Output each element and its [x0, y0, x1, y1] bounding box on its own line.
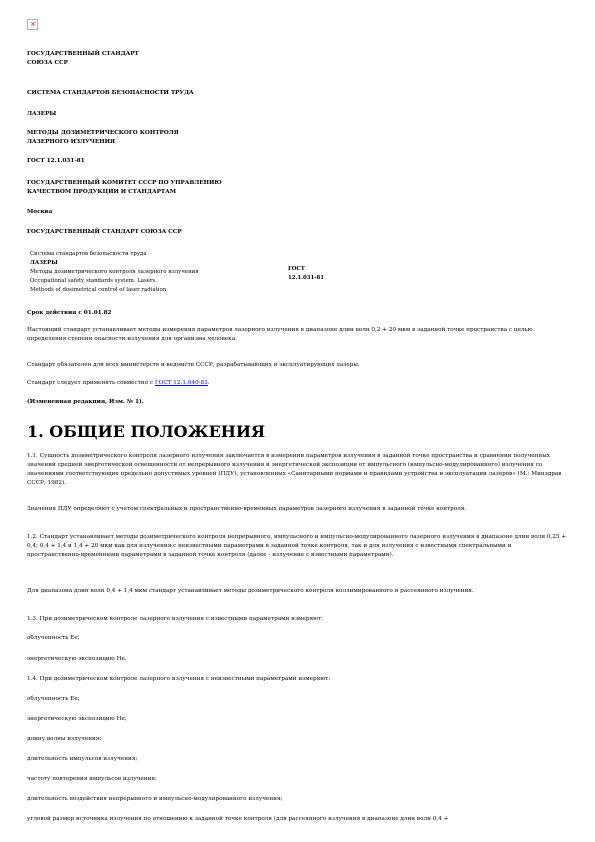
committee-line-1: ГОСУДАРСТВЕННЫЙ КОМИТЕТ СССР ПО УПРАВЛЕНИЮ	[27, 180, 222, 186]
broken-image-mark: ×	[30, 20, 36, 28]
table-left-line: Occupational safety standards system. Lasers.	[30, 278, 158, 284]
header-line-1: ГОСУДАРСТВЕННЫЙ СТАНДАРТ	[27, 51, 139, 57]
paragraph-1-1-pdu: Значения ПДУ определяют с учетом спектральных и пространственно-временных параметров лазерного излучения в заданной точке контроля.	[27, 506, 467, 512]
standards-system-title: СИСТЕМА СТАНДАРТОВ БЕЗОПАСНОСТИ ТРУДА	[27, 90, 194, 96]
header-line-2: СОЮЗА ССР	[27, 60, 68, 66]
table-gost-number: 12.1.031-81	[288, 275, 324, 281]
section-heading: 1. ОБЩИЕ ПОЛОЖЕНИЯ	[27, 422, 266, 441]
committee-line-2: КАЧЕСТВОМ ПРОДУКЦИИ И СТАНДАРТАМ	[27, 189, 177, 195]
list-item: облученность Ee;	[27, 696, 80, 702]
list-item: энергетическую экспозицию He;	[27, 716, 127, 722]
gost-number: ГОСТ 12.1.031-81	[27, 158, 85, 164]
paragraph-1-2: 1.2. Стандарт устанавливает методы дозиметрического контроля непрерывного, импульсного и импульсно-модулированного лазерного излучения в диапазоне длин волн 0,25 + 0,4; 0,4 + 1,4 и 1,4 + 20 мкм как для излучения с неизвестными параметрами в заданной точке контроля, так и для излучения с известными спектральными и пространственно-временными параметрами в заданной точке контроля (далее - излучение с известными параметрами).	[27, 534, 567, 558]
paragraph-1-2-range: Для диапазона длин волн 0,4 + 1,4 мкм стандарт устанавливает методы дозиметрического контроля коллимированного и рассеянного излучения.	[27, 588, 474, 594]
paragraph-1-4: 1.4. При дозиметрическом контроле лазерного излучения с неизвестными параметрами измеряют:	[27, 676, 331, 682]
paragraph-1-3: 1.3. При дозиметрическом контроле лазерного излучения с известными параметрами измеряют:	[27, 616, 324, 622]
broken-image-icon	[27, 19, 38, 30]
table-left-line: Система стандартов безопасности труда	[30, 251, 147, 257]
lasers-title: ЛАЗЕРЫ	[27, 111, 57, 117]
list-item: облученность Ee;	[27, 635, 80, 641]
table-gost-label: ГОСТ	[288, 266, 305, 272]
methods-title-line-2: ЛАЗЕРНОГО ИЗЛУЧЕНИЯ	[27, 139, 115, 145]
methods-title-line-1: МЕТОДЫ ДОЗИМЕТРИЧЕСКОГО КОНТРОЛЯ	[27, 130, 179, 136]
intro-paragraph-scope: Настоящий стандарт устанавливает методы измерения параметров лазерного излучения в диапазоне длин волн 0,2 + 20 мкм в заданной точке пространства с целью определения степени опасности излучения для организма человека.	[27, 327, 533, 342]
city: Москва	[27, 209, 53, 215]
table-left-line: Методы дозиметрического контроля лазерного излучения	[30, 269, 199, 275]
effective-date: Срок действия с 01.01.82	[27, 310, 112, 316]
paragraph-1-1: 1.1. Сущность дозиметрического контроля лазерного излучения заключается в измерении параметров излучения в заданной точке пространства и сравнении полученных значений средней энергетической освещенности от непрерывного излучения и энергетической экспозиции от импульсного (импульсно-модулированного) излучения со значениями соответствующих предельно допустимых уровней (ПДУ), установленных «Санитарными нормами и правилами устройства и эксплуатации лазеров» (М.: Минздрав СССР, 1982).	[27, 453, 562, 486]
reference-suffix: .	[207, 380, 210, 386]
ussr-standard-title: ГОСУДАРСТВЕННЫЙ СТАНДАРТ СОЮЗА ССР	[27, 229, 182, 235]
list-item: частоту повторения импульсов излучения;	[27, 776, 157, 782]
table-left-line: ЛАЗЕРЫ	[30, 260, 58, 266]
table-left-line: Methods of dosimetrical control of laser radiation	[30, 287, 167, 293]
list-item: длину волны излучения;	[27, 736, 102, 742]
list-item: угловой размер источника излучения по отношению к заданной точке контроля (для рассеянного излучения в диапазоне длин волн 0,4 +	[27, 816, 449, 822]
reference-prefix: Стандарт следует применять совместно с	[27, 380, 155, 386]
list-item: энергетическую экспозицию He.	[27, 656, 127, 662]
gost-12-1-040-83-link[interactable]: ГОСТ 12.1.040-83	[154, 380, 208, 386]
amendment-note: (Измененная редакция, Изм. № 1).	[27, 399, 144, 405]
intro-paragraph-reference	[27, 379, 567, 388]
list-item: длительность импульсов излучения;	[27, 756, 138, 762]
intro-paragraph-mandatory: Стандарт обязателен для всех министерств и ведомств СССР, разрабатывающих и эксплуатирующих лазеры.	[27, 362, 360, 368]
list-item: длительность воздействия непрерывного и импульсно-модулированного излучения;	[27, 796, 283, 802]
